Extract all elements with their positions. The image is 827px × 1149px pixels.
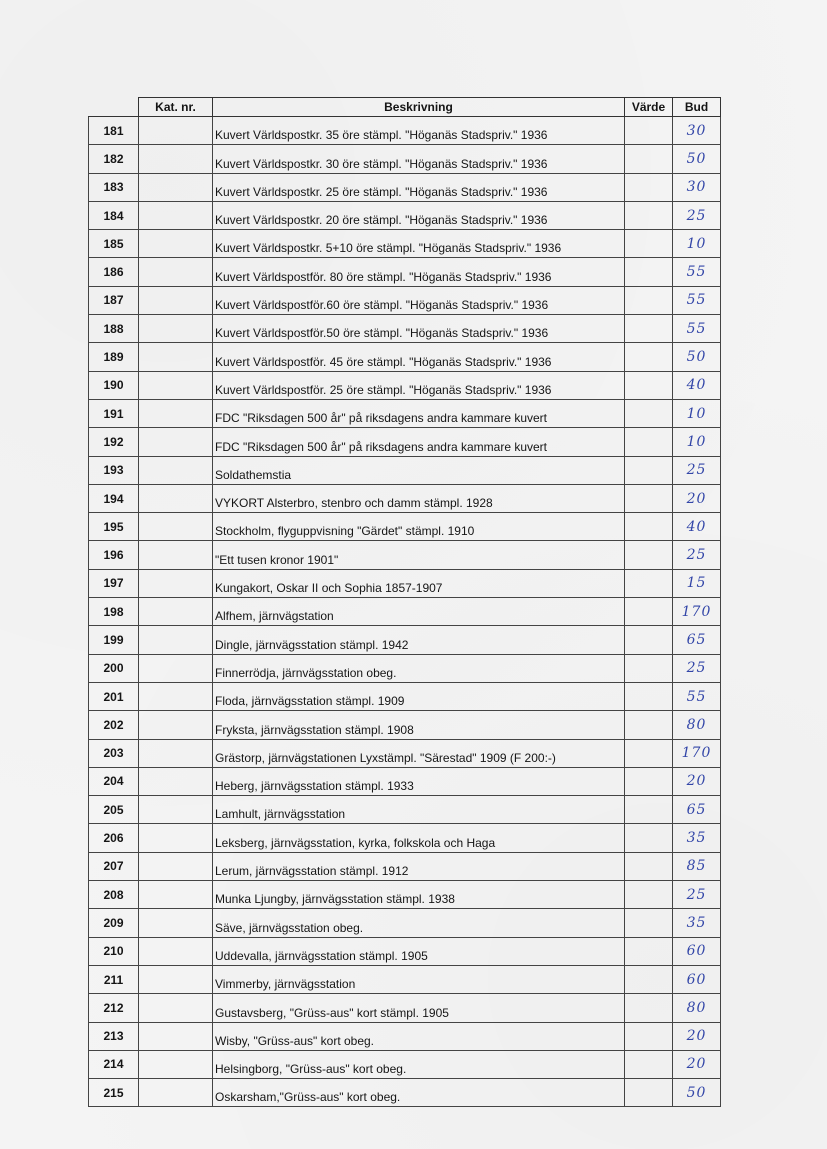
lot-description: Kuvert Världspostkr. 35 öre stämpl. "Höganäs Stadspriv." 1936 (213, 117, 625, 145)
kat-cell (139, 569, 213, 597)
varde-cell (625, 201, 673, 229)
bid-value: 30 (673, 117, 721, 145)
kat-cell (139, 173, 213, 201)
kat-cell (139, 654, 213, 682)
lot-description: Oskarsham,"Grüss-aus" kort obeg. (213, 1079, 625, 1107)
varde-cell (625, 1022, 673, 1050)
bid-value: 40 (673, 513, 721, 541)
varde-cell (625, 654, 673, 682)
lot-description: VYKORT Alsterbro, stenbro och damm stämpl. 1928 (213, 484, 625, 512)
varde-cell (625, 569, 673, 597)
lot-number: 183 (89, 173, 139, 201)
kat-cell (139, 1079, 213, 1107)
table-row (89, 909, 721, 937)
bid-value: 60 (673, 965, 721, 993)
kat-cell (139, 1050, 213, 1078)
bid-value: 50 (673, 145, 721, 173)
lot-description: Kuvert Världspostför.60 öre stämpl. "Höganäs Stadspriv." 1936 (213, 286, 625, 314)
lot-number: 193 (89, 456, 139, 484)
varde-cell (625, 428, 673, 456)
varde-cell (625, 399, 673, 427)
lot-number: 204 (89, 767, 139, 795)
lot-description: Kuvert Världspostkr. 5+10 öre stämpl. "Höganäs Stadspriv." 1936 (213, 230, 625, 258)
bid-value: 35 (673, 824, 721, 852)
lot-number: 190 (89, 371, 139, 399)
table-row (89, 1050, 721, 1078)
bid-value: 10 (673, 230, 721, 258)
lot-description: Kungakort, Oskar II och Sophia 1857-1907 (213, 569, 625, 597)
varde-cell (625, 145, 673, 173)
lot-number: 206 (89, 824, 139, 852)
bid-value: 25 (673, 654, 721, 682)
table-row (89, 456, 721, 484)
lot-description: Dingle, järnvägsstation stämpl. 1942 (213, 626, 625, 654)
kat-cell (139, 484, 213, 512)
lot-description: Finnerrödja, järnvägsstation obeg. (213, 654, 625, 682)
table-row (89, 541, 721, 569)
kat-cell (139, 824, 213, 852)
lot-description: Wisby, "Grüss-aus" kort obeg. (213, 1022, 625, 1050)
kat-cell (139, 513, 213, 541)
kat-cell (139, 399, 213, 427)
varde-cell (625, 258, 673, 286)
lot-description: FDC "Riksdagen 500 år" på riksdagens andra kammare kuvert (213, 399, 625, 427)
table-row (89, 598, 721, 626)
lot-description: Gustavsberg, "Grüss-aus" kort stämpl. 1905 (213, 994, 625, 1022)
kat-cell (139, 456, 213, 484)
varde-cell (625, 541, 673, 569)
varde-cell (625, 994, 673, 1022)
header-varde: Värde (625, 98, 673, 117)
lot-description: Kuvert Världspostför.50 öre stämpl. "Höganäs Stadspriv." 1936 (213, 315, 625, 343)
lot-description: Leksberg, järnvägsstation, kyrka, folkskola och Haga (213, 824, 625, 852)
varde-cell (625, 682, 673, 710)
lot-number: 184 (89, 201, 139, 229)
bid-value: 80 (673, 994, 721, 1022)
lot-number: 201 (89, 682, 139, 710)
bid-value: 15 (673, 569, 721, 597)
table-row (89, 994, 721, 1022)
kat-cell (139, 965, 213, 993)
bid-value: 25 (673, 881, 721, 909)
table-row (89, 399, 721, 427)
lot-description: Kuvert Världspostkr. 30 öre stämpl. "Höganäs Stadspriv." 1936 (213, 145, 625, 173)
kat-cell (139, 796, 213, 824)
lot-description: Soldathemstia (213, 456, 625, 484)
table-row (89, 852, 721, 880)
lot-number: 189 (89, 343, 139, 371)
bid-value: 50 (673, 343, 721, 371)
lot-description: Helsingborg, "Grüss-aus" kort obeg. (213, 1050, 625, 1078)
varde-cell (625, 767, 673, 795)
lot-number: 196 (89, 541, 139, 569)
table-row (89, 117, 721, 145)
bid-value: 55 (673, 682, 721, 710)
lot-number: 208 (89, 881, 139, 909)
table-row (89, 145, 721, 173)
bid-value: 25 (673, 201, 721, 229)
varde-cell (625, 117, 673, 145)
varde-cell (625, 343, 673, 371)
lot-description: Lerum, järnvägsstation stämpl. 1912 (213, 852, 625, 880)
kat-cell (139, 852, 213, 880)
lot-number: 212 (89, 994, 139, 1022)
table-row (89, 286, 721, 314)
table-row (89, 965, 721, 993)
table-row (89, 739, 721, 767)
bid-value: 40 (673, 371, 721, 399)
lot-description: FDC "Riksdagen 500 år" på riksdagens andra kammare kuvert (213, 428, 625, 456)
bid-value: 50 (673, 1079, 721, 1107)
kat-cell (139, 711, 213, 739)
table-row (89, 1079, 721, 1107)
varde-cell (625, 626, 673, 654)
kat-cell (139, 682, 213, 710)
lot-description: Kuvert Världspostför. 45 öre stämpl. "Höganäs Stadspriv." 1936 (213, 343, 625, 371)
kat-cell (139, 937, 213, 965)
lot-description: Vimmerby, järnvägsstation (213, 965, 625, 993)
varde-cell (625, 456, 673, 484)
bid-value: 170 (673, 739, 721, 767)
kat-cell (139, 258, 213, 286)
table-row (89, 569, 721, 597)
kat-cell (139, 315, 213, 343)
lot-description: Säve, järnvägsstation obeg. (213, 909, 625, 937)
lot-number: 210 (89, 937, 139, 965)
table-row (89, 881, 721, 909)
kat-cell (139, 230, 213, 258)
kat-cell (139, 881, 213, 909)
bid-value: 55 (673, 286, 721, 314)
lot-number: 195 (89, 513, 139, 541)
bid-value: 20 (673, 767, 721, 795)
varde-cell (625, 484, 673, 512)
lot-description: Uddevalla, järnvägsstation stämpl. 1905 (213, 937, 625, 965)
lot-number: 181 (89, 117, 139, 145)
lot-description: Kuvert Världspostför. 25 öre stämpl. "Höganäs Stadspriv." 1936 (213, 371, 625, 399)
varde-cell (625, 598, 673, 626)
table-row (89, 824, 721, 852)
bid-value: 20 (673, 484, 721, 512)
lot-number: 185 (89, 230, 139, 258)
lot-number: 213 (89, 1022, 139, 1050)
varde-cell (625, 796, 673, 824)
table-row (89, 513, 721, 541)
table-row (89, 682, 721, 710)
varde-cell (625, 230, 673, 258)
lot-description: Heberg, järnvägsstation stämpl. 1933 (213, 767, 625, 795)
varde-cell (625, 852, 673, 880)
kat-cell (139, 286, 213, 314)
varde-cell (625, 909, 673, 937)
bid-value: 80 (673, 711, 721, 739)
lot-number: 186 (89, 258, 139, 286)
kat-cell (139, 909, 213, 937)
table-row (89, 230, 721, 258)
kat-cell (139, 598, 213, 626)
varde-cell (625, 173, 673, 201)
auction-table (88, 97, 721, 1107)
lot-description: Fryksta, järnvägsstation stämpl. 1908 (213, 711, 625, 739)
table-row (89, 258, 721, 286)
bid-value: 85 (673, 852, 721, 880)
lot-number: 199 (89, 626, 139, 654)
lot-description: Grästorp, järnvägstationen Lyxstämpl. "Särestad" 1909 (F 200:-) (213, 739, 625, 767)
lot-number: 203 (89, 739, 139, 767)
header-number (89, 98, 139, 117)
bid-value: 170 (673, 598, 721, 626)
kat-cell (139, 626, 213, 654)
varde-cell (625, 881, 673, 909)
bid-value: 65 (673, 626, 721, 654)
bid-value: 25 (673, 456, 721, 484)
lot-number: 209 (89, 909, 139, 937)
table-row (89, 371, 721, 399)
kat-cell (139, 428, 213, 456)
header-row (89, 98, 721, 117)
table-row (89, 711, 721, 739)
kat-cell (139, 201, 213, 229)
header-bud: Bud (673, 98, 721, 117)
table-row (89, 1022, 721, 1050)
kat-cell (139, 343, 213, 371)
lot-number: 202 (89, 711, 139, 739)
lot-description: Kuvert Världspostkr. 20 öre stämpl. "Höganäs Stadspriv." 1936 (213, 201, 625, 229)
table-row (89, 796, 721, 824)
kat-cell (139, 371, 213, 399)
table-row (89, 173, 721, 201)
table-body (89, 117, 721, 1107)
table-row (89, 343, 721, 371)
bid-value: 10 (673, 399, 721, 427)
varde-cell (625, 1050, 673, 1078)
lot-description: Alfhem, järnvägstation (213, 598, 625, 626)
varde-cell (625, 739, 673, 767)
varde-cell (625, 965, 673, 993)
bid-value: 35 (673, 909, 721, 937)
bid-value: 60 (673, 937, 721, 965)
varde-cell (625, 286, 673, 314)
bid-value: 55 (673, 258, 721, 286)
varde-cell (625, 937, 673, 965)
lot-number: 187 (89, 286, 139, 314)
table-row (89, 428, 721, 456)
bid-value: 20 (673, 1050, 721, 1078)
lot-description: Munka Ljungby, järnvägsstation stämpl. 1938 (213, 881, 625, 909)
table-row (89, 654, 721, 682)
bid-value: 55 (673, 315, 721, 343)
lot-description: Kuvert Världspostför. 80 öre stämpl. "Höganäs Stadspriv." 1936 (213, 258, 625, 286)
varde-cell (625, 711, 673, 739)
kat-cell (139, 1022, 213, 1050)
lot-number: 205 (89, 796, 139, 824)
header-kat: Kat. nr. (139, 98, 213, 117)
lot-number: 211 (89, 965, 139, 993)
kat-cell (139, 767, 213, 795)
lot-number: 192 (89, 428, 139, 456)
lot-number: 207 (89, 852, 139, 880)
table-row (89, 626, 721, 654)
lot-number: 200 (89, 654, 139, 682)
lot-number: 197 (89, 569, 139, 597)
lot-description: Lamhult, järnvägsstation (213, 796, 625, 824)
varde-cell (625, 371, 673, 399)
lot-number: 215 (89, 1079, 139, 1107)
varde-cell (625, 824, 673, 852)
kat-cell (139, 145, 213, 173)
lot-number: 182 (89, 145, 139, 173)
bid-value: 20 (673, 1022, 721, 1050)
lot-description: Kuvert Världspostkr. 25 öre stämpl. "Höganäs Stadspriv." 1936 (213, 173, 625, 201)
lot-description: "Ett tusen kronor 1901" (213, 541, 625, 569)
varde-cell (625, 1079, 673, 1107)
bid-value: 25 (673, 541, 721, 569)
kat-cell (139, 994, 213, 1022)
bid-value: 10 (673, 428, 721, 456)
lot-number: 194 (89, 484, 139, 512)
kat-cell (139, 739, 213, 767)
table-row (89, 201, 721, 229)
table-row (89, 315, 721, 343)
lot-description: Floda, järnvägsstation stämpl. 1909 (213, 682, 625, 710)
header-description: Beskrivning (213, 98, 625, 117)
lot-description: Stockholm, flyguppvisning "Gärdet" stämpl. 1910 (213, 513, 625, 541)
kat-cell (139, 541, 213, 569)
varde-cell (625, 513, 673, 541)
table-row (89, 937, 721, 965)
varde-cell (625, 315, 673, 343)
lot-number: 191 (89, 399, 139, 427)
lot-number: 198 (89, 598, 139, 626)
bid-value: 30 (673, 173, 721, 201)
kat-cell (139, 117, 213, 145)
table-row (89, 767, 721, 795)
bid-value: 65 (673, 796, 721, 824)
lot-number: 214 (89, 1050, 139, 1078)
table-row (89, 484, 721, 512)
lot-number: 188 (89, 315, 139, 343)
